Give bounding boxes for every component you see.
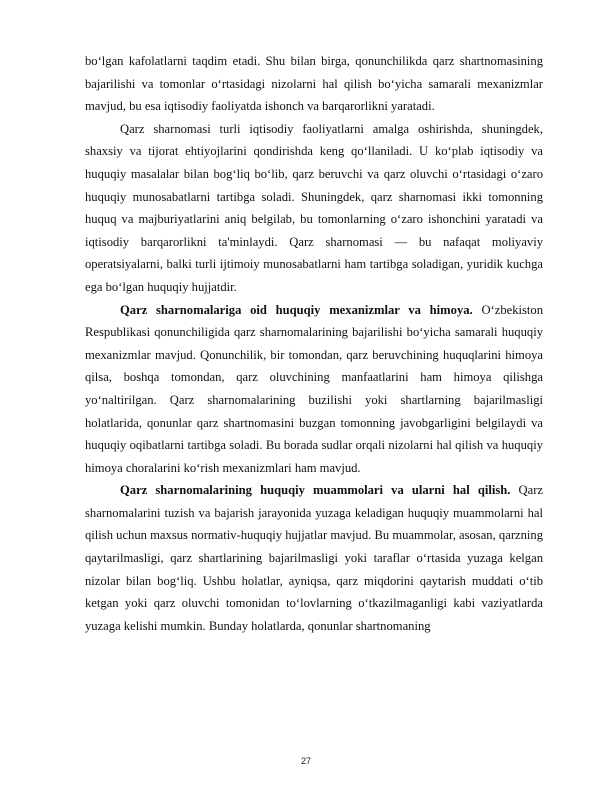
paragraph-text: Qarz sharnomalarini tuzish va bajarish jarayonida yuzaga keladigan huquqiy muammolarni hal qilish uchun maxsus normativ-huquqiy hujjatlar mavjud. Bu muammolar, asosan, qarzning qaytarilmasligi, qarz shartlarining bajarilmasligi yoki taraflar o‘rtasida yuzaga kelgan nizolar bilan bog‘liq. Ushbu holatlar, ayniqsa, qarz miqdorini qaytarish muddati o‘tib ketgan yoki qarz oluvchi tomonidan to‘lovlarning o‘tkazilmaganligi kabi vaziyatlarda yuzaga kelishi mumkin. Bunday holatlarda, qonunlar shartnomaning	[85, 483, 543, 633]
paragraph-qarz-sharnomasi	[85, 118, 543, 299]
paragraph-huquqiy-muammolar	[85, 479, 543, 637]
paragraph-text: O‘zbekiston Respublikasi qonunchiligida qarz sharnomalarining bajarilishi bo‘yicha samarali huquqiy mexanizmlar mavjud. Qonunchilik, bir tomondan, qarz beruvchining huquqlarini himoya qilsa, boshqa tomondan, qarz oluvchining manfaatlarini ham himoya qilishga yo‘naltirilgan. Qarz sharnomalarining buzilishi yoki shartlarning bajarilmasligi holatlarida, qonunlar qarz shartnomasini buzgan tomonning javobgarligini belgilaydi va huquqiy oqibatlarni tartibga soladi. Bu borada sudlar orqali nizolarni hal qilish va huquqiy himoya choralarini ko‘rish mexanizmlari ham mavjud.	[85, 302, 543, 475]
paragraph-text: bo‘lgan kafolatlarni taqdim etadi. Shu bilan birga, qonunchilikda qarz shartnomasining bajarilishi va tomonlar o‘rtasidagi nizolarni hal qilish bo‘yicha samarali mexanizmlar mavjud, bu esa iqtisodiy faoliyatda ishonch va barqarorlikni yaratadi.	[85, 54, 543, 114]
section-heading: Qarz sharnomalarining huquqiy muammolari va ularni hal qilish.	[120, 483, 519, 498]
page-number: 27	[300, 756, 311, 766]
document-body	[85, 50, 543, 637]
paragraph-text: Qarz sharnomasi turli iqtisodiy faoliyatlarni amalga oshirishda, shuningdek, shaxsiy va tijorat ehtiyojlarini qondirishda keng qo‘llaniladi. U ko‘plab iqtisodiy va huquqiy masalalar bilan bog‘liq bo‘lib, qarz beruvchi va qarz oluvchi o‘rtasidagi o‘zaro huquqiy munosabatlarni tartibga soladi. Shuningdek, qarz sharnomasi ikki tomonning huquq va majburiyatlarini aniq belgilab, bu tomonlarning o‘zaro ishonchini yaratadi va iqtisodiy barqarorlikni ta'minlaydi. Qarz sharnomasi — bu nafaqat moliyaviy operatsiyalarni, balki turli ijtimoiy munosabatlarni ham tartibga soladigan, yuridik kuchga ega bo‘lgan huquqiy hujjatdir.	[85, 121, 543, 294]
section-heading: Qarz sharnomalariga oid huquqiy mexanizmlar va himoya.	[120, 302, 482, 317]
paragraph-huquqiy-mexanizmlar	[85, 299, 543, 480]
paragraph-continuation	[85, 50, 543, 118]
